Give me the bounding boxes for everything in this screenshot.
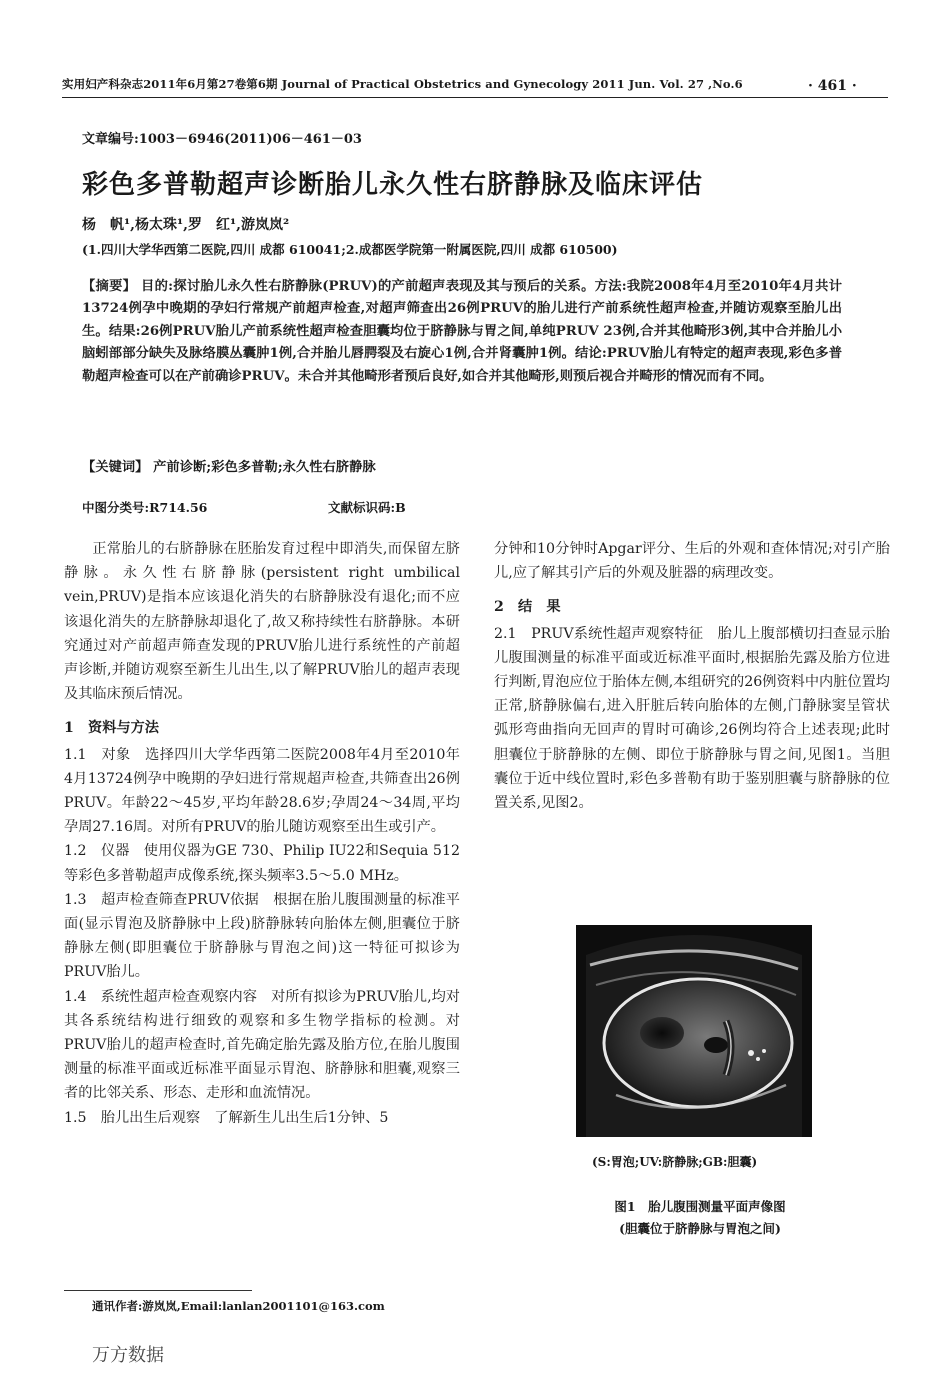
conclusion-label: 结论:	[575, 346, 607, 362]
affiliation: (1.四川大学华西第二医院,四川 成都 610041;2.成都医学院第一附属医院,四川 成都 610500)	[82, 242, 618, 257]
purpose-text: 探讨胎儿永久性右脐静脉(PRUV)的产前超声表现及其与预后的关系。	[173, 279, 595, 294]
abstract-label: 【摘要】	[82, 279, 137, 294]
section-1-1: 1.1 对象 选择四川大学华西第二医院2008年4月至2010年4月13724例孕中晚期的孕妇进行常规超声检查,共筛查出26例PRUV。年龄22～45岁,平均年龄28.6岁;孕周24～34周,平均孕周27.16周。对所有PRUV的胎儿随访观察至出生或引产。	[64, 746, 460, 836]
journal-header: 实用妇产科杂志2011年6月第27卷第6期 Journal of Practical Obstetrics and Gynecology 2011 Jun. Vol. 27 ,No.6	[62, 77, 743, 91]
abstract	[82, 276, 842, 388]
ultrasound-image	[576, 925, 812, 1137]
conclusion-text: PRUV胎儿有特定的超声表现,彩色多普勒超声检查可以在产前确诊PRUV。未合并其他畸形者预后良好,如合并其他畸形,则预后视合并畸形的情况而有不同。	[82, 346, 842, 384]
article-number: 文章编号:1003－6946(2011)06－461－03	[82, 132, 362, 147]
paper-title: 彩色多普勒超声诊断胎儿永久性右脐静脉及临床评估	[82, 170, 704, 200]
page-number: · 461 ·	[808, 78, 857, 94]
right-column	[494, 537, 890, 815]
keywords-text: 产前诊断;彩色多普勒;永久性右脐静脉	[153, 460, 376, 475]
footnote-rule	[64, 1290, 252, 1291]
authors: 杨 帆¹,杨太珠¹,罗 红¹,游岚岚²	[82, 217, 290, 233]
section-1-5: 1.5 胎儿出生后观察 了解新生儿出生后1分钟、5	[64, 1109, 389, 1126]
figure-caption-subtitle: (胆囊位于脐静脉与胃泡之间)	[619, 1221, 781, 1236]
method-label: 方法:	[594, 279, 627, 294]
section-1-heading: 1 资料与方法	[64, 720, 159, 737]
keywords	[82, 456, 842, 475]
ultrasound-figure	[576, 925, 812, 1137]
intro-paragraph: 正常胎儿的右脐静脉在胚胎发育过程中即消失,而保留左脐静脉。永久性右脐静脉(persistent right umbilical vein,PRUV)是指本应该退化消失的右脐静脉没有退化;而不应该退化消失的左脐静脉却退化了,故又称持续性右脐静脉。本研究通过对产前超声筛查发现的PRUV胎儿进行系统性的产前超声诊断,并随访观察至新生儿出生,以了解PRUV胎儿的超声表现及其临床预后情况。	[64, 541, 460, 703]
figure-legend-note: (S:胃泡;UV:脐静脉;GB:胆囊)	[592, 1155, 758, 1169]
figure-caption	[592, 1196, 808, 1240]
clc-number: 中图分类号:R714.56	[82, 500, 208, 515]
section-1-4: 1.4 系统性超声检查观察内容 对所有拟诊为PRUV胎儿,均对其各系统结构进行细致的观察和多生物学指标的检测。对PRUV胎儿的超声检查时,首先确定胎先露及胎方位,在胎儿腹围测量的标准平面或近标准平面显示胃泡、脐静脉和胆囊,观察三者的比邻关系、形态、走形和血流情况。	[64, 988, 460, 1102]
purpose-label: 目的:	[141, 279, 174, 294]
header-rule	[62, 97, 888, 98]
result-text: 26例PRUV胎儿产前系统性超声检查胆囊均位于脐静脉与胃之间,单纯PRUV 23例,合并其他畸形3例,其中合并胎儿小脑蚓部部分缺失及脉络膜丛囊肿1例,合并胎儿唇腭裂及右旋心1例,合并肾囊肿1例。	[82, 323, 842, 362]
section-1-3: 1.3 超声检查筛查PRUV依据 根据在胎儿腹围测量的标准平面(显示胃泡及脐静脉中上段)脐静脉转向胎体左侧,胆囊位于脐静脉左侧(即胆囊位于脐静脉与胃泡之间)这一特征可拟诊为PRUV胎儿。	[64, 891, 460, 981]
watermark: 万方数据	[92, 1345, 164, 1366]
method-text: 我院2008年4月至2010年4月共计13724例孕中晚期的孕妇行常规产前超声检查,对超声筛查出26例PRUV的胎儿进行产前系统性超声检查,并随访观察至胎儿出生。	[82, 279, 843, 339]
result-label: 结果:	[108, 323, 141, 339]
section-2-heading: 2 结 果	[494, 599, 561, 616]
keywords-label: 【关键词】	[82, 460, 149, 475]
left-column	[64, 537, 460, 1130]
figure-caption-title: 图1 胎儿腹围测量平面声像图	[614, 1199, 786, 1214]
document-code: 文献标识码:B	[328, 500, 406, 515]
section-2-1: 2.1 PRUV系统性超声观察特征 胎儿上腹部横切扫查显示胎儿腹围测量的标准平面或近标准平面时,根据胎先露及胎方位进行判断,胃泡应位于胎体左侧,本组研究的26例资料中内脏位置均正常,脐静脉偏右,进入肝脏后转向胎体的左侧,门静脉窦呈管状弧形弯曲指向无回声的胃时可确诊,26例均符合上述表现;此时胆囊位于脐静脉的左侧、即位于脐静脉与胃之间,见图1。当胆囊位于近中线位置时,彩色多普勒有助于鉴别胆囊与脐静脉的位置关系,见图2。	[494, 625, 890, 812]
section-1-5-continued: 分钟和10分钟时Apgar评分、生后的外观和查体情况;对引产胎儿,应了解其引产后的外观及脏器的病理改变。	[494, 541, 890, 582]
section-1-2: 1.2 仪器 使用仪器为GE 730、Philip IU22和Sequia 512等彩色多普勒超声成像系统,探头频率3.5～5.0 MHz。	[64, 843, 460, 884]
corresponding-author-footnote: 通讯作者:游岚岚,Email:lanlan2001101@163.com	[92, 1299, 385, 1313]
